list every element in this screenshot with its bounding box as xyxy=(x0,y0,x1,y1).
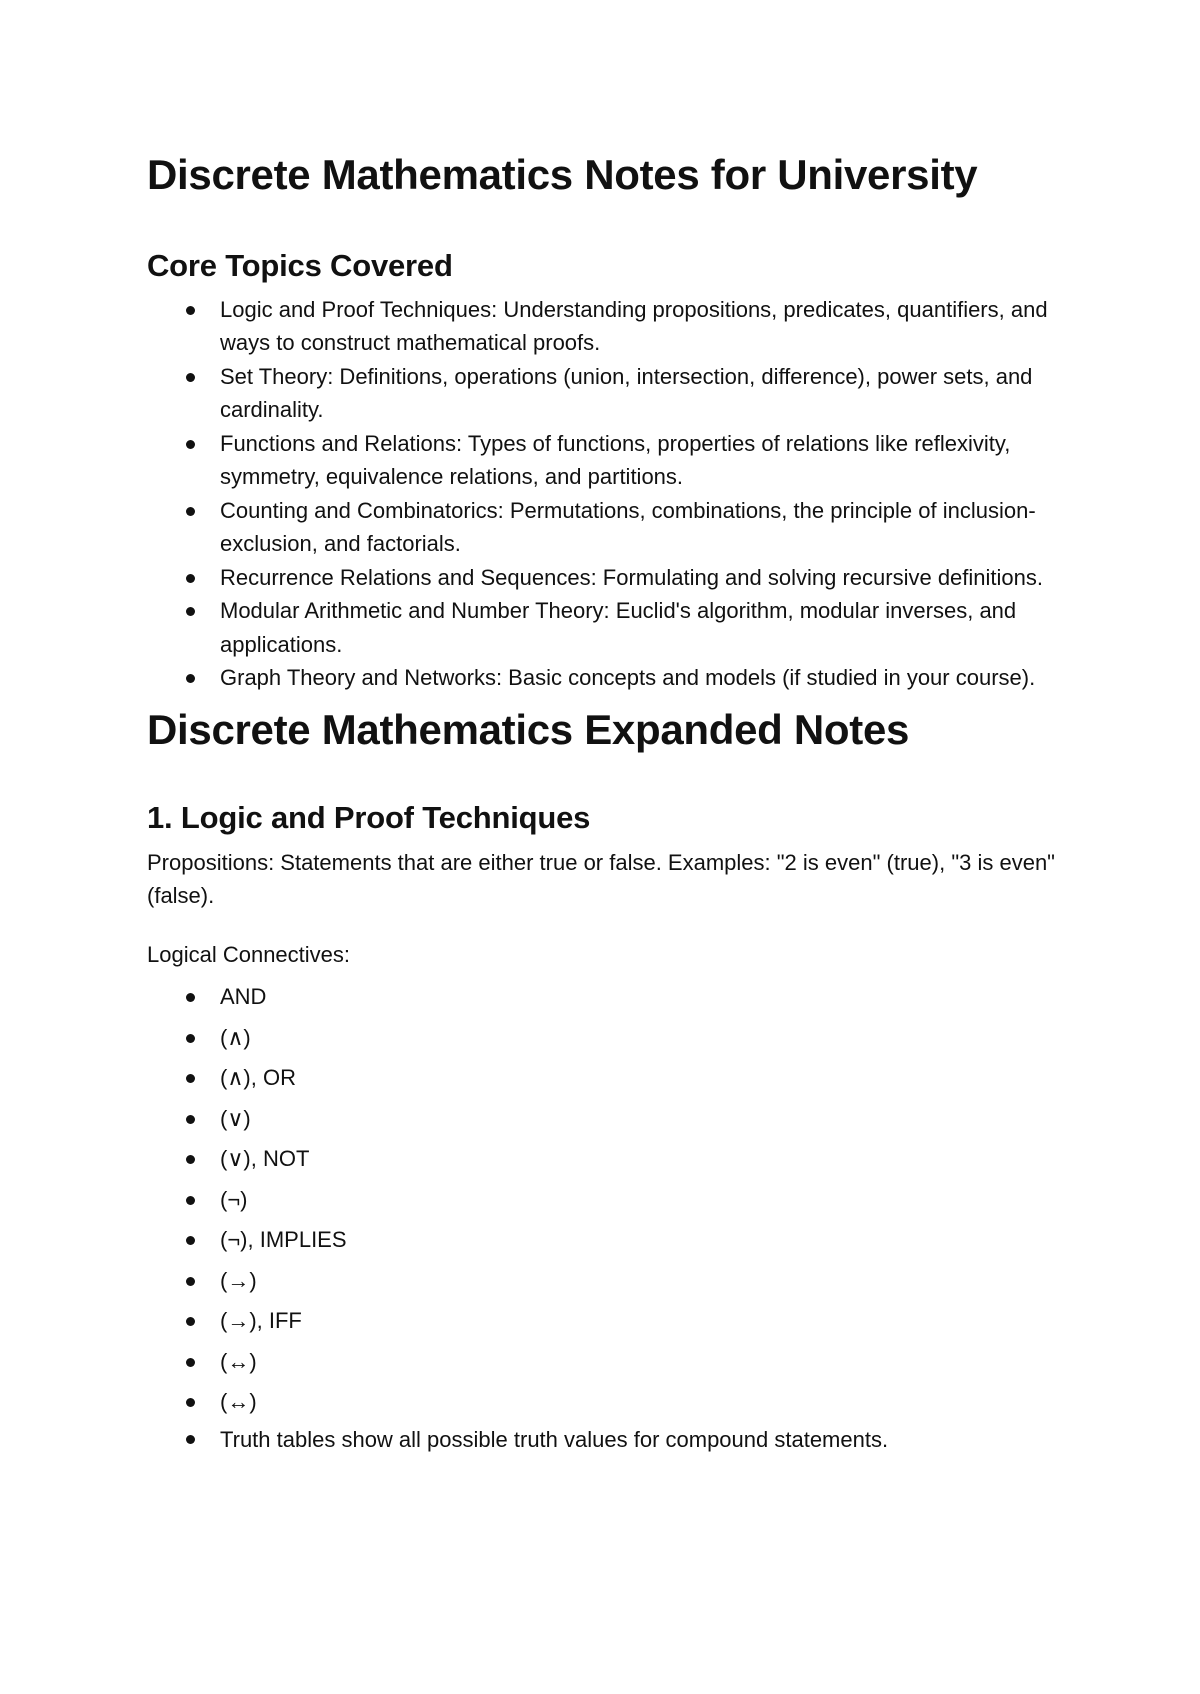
bullet-icon xyxy=(186,1277,195,1286)
connectives-label: Logical Connectives: xyxy=(147,942,351,968)
list-item-text: AND xyxy=(220,984,267,1010)
list-item-text: (¬) xyxy=(220,1186,248,1212)
list-item xyxy=(147,1099,1067,1140)
bullet-icon xyxy=(186,1398,195,1407)
list-item xyxy=(147,1423,1067,1456)
bullet-icon xyxy=(186,574,195,583)
bullet-icon xyxy=(186,1435,195,1444)
bullet-icon xyxy=(186,1358,195,1367)
list-item xyxy=(147,494,1067,561)
expanded-notes-title: Discrete Mathematics Expanded Notes xyxy=(147,705,910,753)
list-item xyxy=(147,1382,1067,1423)
list-item xyxy=(147,1342,1067,1383)
list-item-text: Functions and Relations: Types of functions, properties of relations like reflexivity, symmetry, equivalence relations, and partitions. xyxy=(220,430,1011,490)
core-topics-heading: Core Topics Covered xyxy=(147,248,453,284)
list-item-text: (↔) xyxy=(220,1348,257,1374)
list-item-text: (↔) xyxy=(220,1389,257,1415)
bullet-icon xyxy=(186,1115,195,1124)
list-item xyxy=(147,1018,1067,1059)
list-item xyxy=(147,1058,1067,1099)
bullet-icon xyxy=(186,306,195,315)
list-item-text: Truth tables show all possible truth values for compound statements. xyxy=(220,1426,889,1452)
bullet-icon xyxy=(186,1074,195,1083)
list-item-text: (∨) xyxy=(220,1105,251,1131)
list-item xyxy=(147,1261,1067,1302)
list-item xyxy=(147,561,1067,595)
bullet-icon xyxy=(186,1317,195,1326)
list-item xyxy=(147,1220,1067,1261)
list-item-text: Modular Arithmetic and Number Theory: Euclid's algorithm, modular inverses, and applications. xyxy=(220,598,1017,657)
list-item-text: (∨), NOT xyxy=(220,1146,310,1172)
list-item-text: (→) xyxy=(220,1267,257,1293)
list-item xyxy=(147,293,1067,360)
list-item xyxy=(147,1139,1067,1180)
bullet-icon xyxy=(186,1155,195,1164)
list-item xyxy=(147,1180,1067,1221)
section-heading-logic: 1. Logic and Proof Techniques xyxy=(147,799,591,835)
list-item xyxy=(147,1301,1067,1342)
bullet-icon xyxy=(186,993,195,1002)
bullet-icon xyxy=(186,1236,195,1245)
list-item-text: Recurrence Relations and Sequences: Formulating and solving recursive definitions. xyxy=(220,564,1044,590)
list-item-text: Graph Theory and Networks: Basic concepts and models (if studied in your course). xyxy=(220,665,1036,691)
list-item-text: (∧) xyxy=(220,1024,251,1050)
list-item xyxy=(147,661,1067,695)
bullet-icon xyxy=(186,373,195,382)
list-item xyxy=(147,427,1067,494)
list-item xyxy=(147,977,1067,1018)
list-item xyxy=(147,594,1067,661)
list-item xyxy=(147,360,1067,427)
bullet-icon xyxy=(186,440,195,449)
core-topics-list xyxy=(147,293,1067,695)
list-item-text: Set Theory: Definitions, operations (union, intersection, difference), power sets, and cardinality. xyxy=(220,363,1033,423)
connectives-list xyxy=(147,977,1067,1456)
list-item-text: Logic and Proof Techniques: Understanding propositions, predicates, quantifiers, and ways to construct mathematical proofs. xyxy=(220,296,1048,356)
bullet-icon xyxy=(186,674,195,683)
page-title: Discrete Mathematics Notes for University xyxy=(147,151,978,198)
list-item-text: (∧), OR xyxy=(220,1065,296,1091)
bullet-icon xyxy=(186,507,195,516)
bullet-icon xyxy=(186,607,195,616)
propositions-paragraph: Propositions: Statements that are either true or false. Examples: "2 is even" (true), "3 is even" (false). xyxy=(147,850,1055,909)
document-page xyxy=(147,150,1067,1456)
list-item-text: Counting and Combinatorics: Permutations, combinations, the principle of inclusion-exclusion, and factorials. xyxy=(220,497,1036,557)
bullet-icon xyxy=(186,1034,195,1043)
bullet-icon xyxy=(186,1196,195,1205)
list-item-text: (→), IFF xyxy=(220,1308,302,1334)
list-item-text: (¬), IMPLIES xyxy=(220,1227,347,1253)
